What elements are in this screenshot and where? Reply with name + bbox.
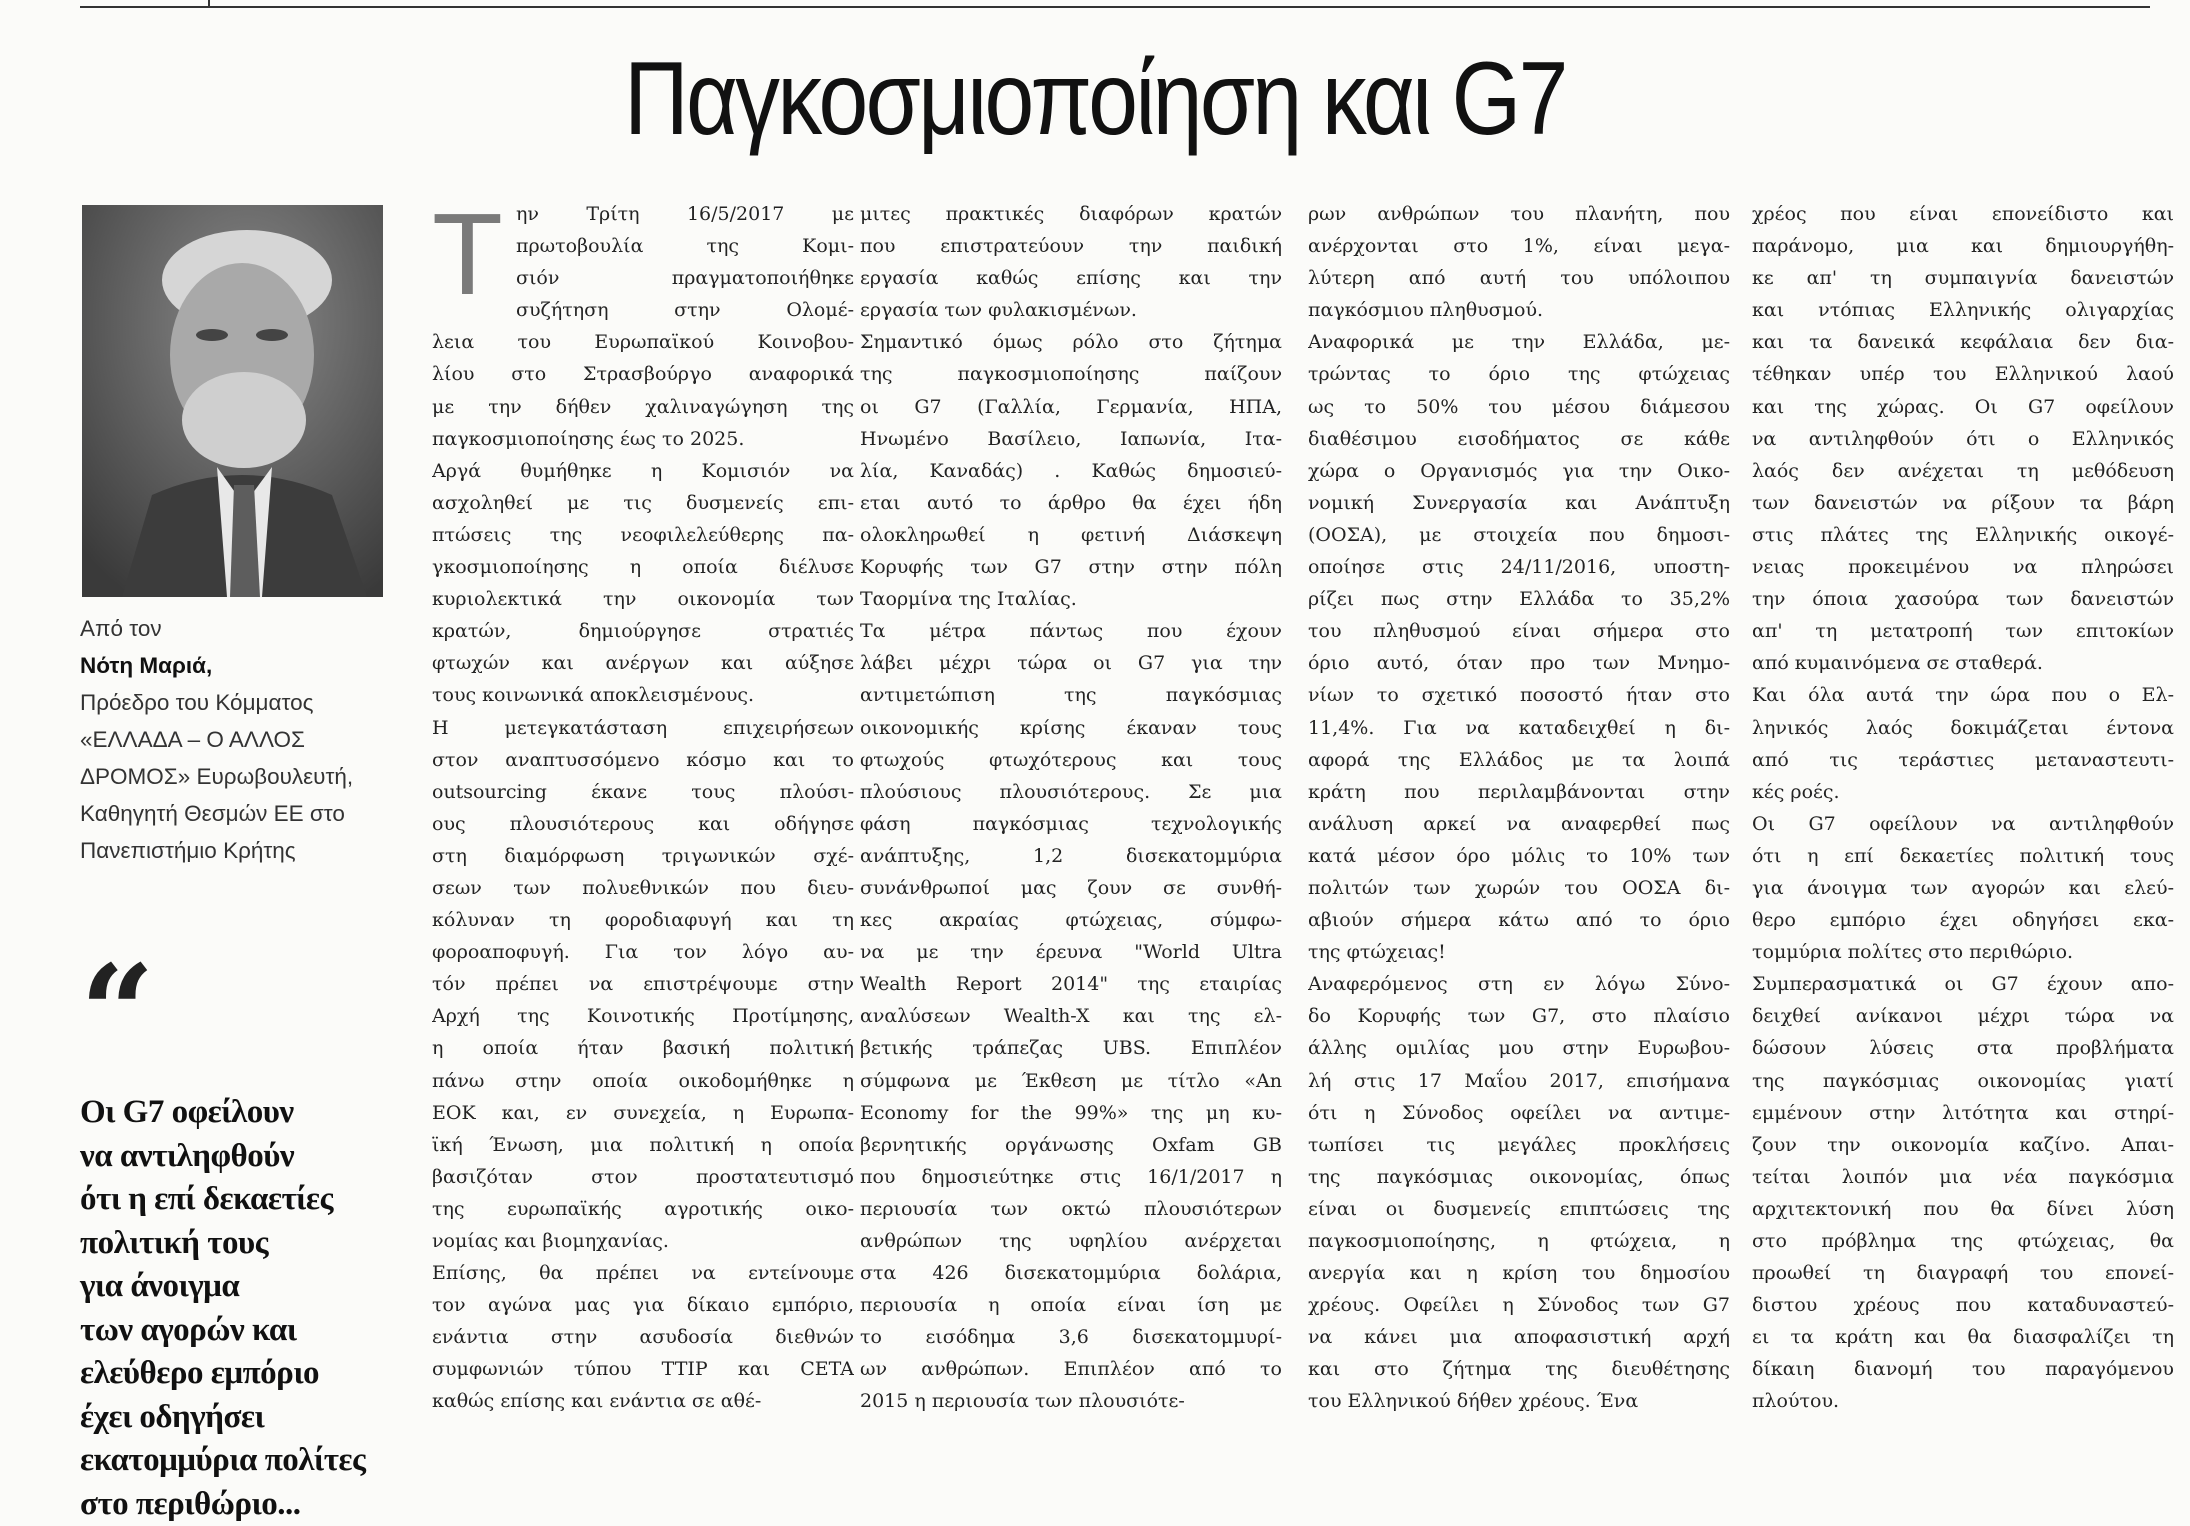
article-text-line: τον αγώνα μας για δίκαιο εμπόριο, [432,1289,854,1321]
article-text-line: εργασία καθώς επίσης και την [860,262,1282,294]
article-text-line: Αργά θυμήθηκε η Κομισιόν να [432,455,854,487]
pull-quote [80,1091,395,1526]
article-text-line: παγκοσμιοποίησης έως το 2025. [432,423,854,455]
article-text-line: εργασία των φυλακισμένων. [860,294,1282,326]
article-text-line: διαθέσιμου εισοδήματος σε κάθε [1308,423,1730,455]
article-text-line: χώρα ο Οργανισμός για την Οικο- [1308,455,1730,487]
article-text-line: αφορά της Ελλάδος με τα λοιπά [1308,744,1730,776]
article-text-line: Οι G7 οφείλουν να αντιληφθούν [1752,808,2174,840]
article-text-line: τους κοινωνικά αποκλεισμένους. [432,679,854,711]
article-text-line: καθώς επίσης και ενάντια σε αθέ- [432,1385,854,1417]
article-text-line: και ντόπιας Ελληνικής ολιγαρχίας [1752,294,2174,326]
article-text-line: γκοσμιοποίησης η οποία διέλυσε [432,551,854,583]
article-text-line: ζουν την οικονομία καζίνο. Απαι- [1752,1129,2174,1161]
article-text-line: εται αυτό το άρθρο θα έχει ήδη [860,487,1282,519]
article-text-line: Αναφορικά με την Ελλάδα, με- [1308,326,1730,358]
article-text-line: της φτώχειας! [1308,936,1730,968]
article-text-line: στις πλάτες της Ελληνικής οικογέ- [1752,519,2174,551]
article-text-line: είναι οι δυσμενείς επιπτώσεις της [1308,1193,1730,1225]
article-text-line: βασιζόταν στον προστατευτισμό [432,1161,854,1193]
article-text-line: βετικής τράπεζας UBS. Επιπλέον [860,1032,1282,1064]
author-byline [80,610,395,869]
article-text-line: που δημοσιεύτηκε στις 16/1/2017 η [860,1161,1282,1193]
article-text-line: Wealth Report 2014" της εταιρίας [860,968,1282,1000]
article-text-line: νομίας και βιομηχανίας. [432,1225,854,1257]
article-text-line: και στο ζήτημα της διευθέτησης [1308,1353,1730,1385]
article-text-line: ως το 50% του μέσου διάμεσου [1308,391,1730,423]
article-text-line: να αντιληφθούν ότι ο Ελληνικός [1752,423,2174,455]
article-text-line: τόν πρέπει να επιστρέψουμε στην [432,968,854,1000]
article-text-line: ότι η επί δεκαετίες πολιτική τους [1752,840,2174,872]
article-text-line: φτωχούς φτωχότερους και τους [860,744,1282,776]
article-text-line: πτώσεις της νεοφιλελεύθερης πα- [432,519,854,551]
article-text-line: αντιμετώπιση της παγκόσμιας [860,679,1282,711]
article-text-line: και τα δανεικά κεφάλαια δεν δια- [1752,326,2174,358]
article-text-line: Αρχή της Κοινοτικής Προτίμησης, [432,1000,854,1032]
byline-line: «ΕΛΛΑΔΑ – Ο ΑΛΛΟΣ [80,721,395,758]
article-headline: Παγκοσμιοποίηση και G7 [153,40,2036,159]
article-text-line: (ΟΟΣΑ), με στοιχεία που δημοσι- [1308,519,1730,551]
article-text-line: λύτερη από αυτή του υπόλοιπου [1308,262,1730,294]
article-text-line: νομική Συνεργασία και Ανάπτυξη [1308,487,1730,519]
pull-quote-line: να αντιληφθούν [80,1135,395,1179]
article-text-line: φτωχών και ανέργων και αύξησε [432,647,854,679]
article-text-line: ΕΟΚ και, εν συνεχεία, η Ευρωπα- [432,1097,854,1129]
article-text-line: ρίζει πως στην Ελλάδα το 35,2% [1308,583,1730,615]
article-text-line: ανάπτυξης, 1,2 δισεκατομμύρια [860,840,1282,872]
article-text-line: διστου χρέους που καταδυναστεύ- [1752,1289,2174,1321]
article-text-line: νίων το σχετικό ποσοστό ήταν στο [1308,679,1730,711]
article-text-line: η οποία ήταν βασική πολιτική [432,1032,854,1064]
article-text-line: χρέους. Οφείλει η Σύνοδος των G7 [1308,1289,1730,1321]
article-text-line: που επιστρατεύουν την παιδική [860,230,1282,262]
article-text-line: 2015 η περιουσία των πλουσιότε- [860,1385,1282,1417]
article-text-line: τρώντας το όριο της φτώχειας [1308,358,1730,390]
pull-quote-line: πολιτική τους [80,1222,395,1266]
article-text-line: στα 426 δισεκατομμύρια δολάρια, [860,1257,1282,1289]
article-text-line: χρέος που είναι επονείδιστο και [1752,198,2174,230]
byline-line: ΔΡΟΜΟΣ» Ευρωβουλευτή, [80,758,395,795]
article-text-line: Ηνωμένο Βασίλειο, Ιαπωνία, Ιτα- [860,423,1282,455]
article-text-line: πλούτου. [1752,1385,2174,1417]
article-text-line: ϊκή Ένωση, μια πολιτική η οποία [432,1129,854,1161]
pull-quote-line: ότι η επί δεκαετίες [80,1178,395,1222]
author-photo-drawing [82,205,383,597]
article-text-line: κες ακραίας φτώχειας, σύμφω- [860,904,1282,936]
article-text-line: κόλυναν τη φοροδιαφυγή και τη [432,904,854,936]
author-photo [82,205,383,597]
article-text-line: στη διαμόρφωση τριγωνικών σχέ- [432,840,854,872]
article-text-line: Σημαντικό όμως ρόλο στο ζήτημα [860,326,1282,358]
article-text-line: σύμφωνα με Έκθεση με τίτλο «An [860,1065,1282,1097]
article-column-4 [1752,198,2174,1418]
article-text-line: του πληθυσμού είναι σήμερα στο [1308,615,1730,647]
article-text-line: από τις τεράστιες μεταναστευτι- [1752,744,2174,776]
article-text-line: ρων ανθρώπων του πλανήτη, που [1308,198,1730,230]
article-text-line: ανάλυση αρκεί να αναφερθεί πως [1308,808,1730,840]
article-text-line: αβιούν σήμερα κάτω από το όριο [1308,904,1730,936]
article-text-line: λίου στο Στρασβούργο αναφορικά [432,358,854,390]
article-text-line: ανθρώπων της υφηλίου ανέρχεται [860,1225,1282,1257]
pull-quote-line: για άνοιγμα [80,1265,395,1309]
article-text-line: της παγκοσμιοποίησης παίζουν [860,358,1282,390]
article-text-line: πρωτοβουλία της Κομι- [516,230,854,262]
pull-quote-line: εκατομμύρια πολίτες [80,1439,395,1483]
article-text-line: βερνητικής οργάνωσης Oxfam GB [860,1129,1282,1161]
article-text-line: στο πρόβλημα της φτώχειας, θα [1752,1225,2174,1257]
article-text-line: των δανειστών να ρίξουν τα βάρη [1752,487,2174,519]
article-text-line: οικονομικής κρίσης έκαναν τους [860,712,1282,744]
article-text-line: παράνομο, μια και δημιουργήθη- [1752,230,2174,262]
article-text-line: για άνοιγμα των αγορών και ελεύ- [1752,872,2174,904]
author-name: Νότη Μαριά, [80,647,395,684]
article-text-line: Τα μέτρα πάντως που έχουν [860,615,1282,647]
article-text-line: άλλης ομιλίας μου στην Ευρωβου- [1308,1032,1730,1064]
article-text-line: παγκοσμιοποίησης, η φτώχεια, η [1308,1225,1730,1257]
article-text-line: οποίησε στις 24/11/2016, υποστη- [1308,551,1730,583]
article-text-line: θερο εμπόριο έχει οδηγήσει εκα- [1752,904,2174,936]
author-sidebar [80,205,395,1526]
article-text-line: δίκαιη διανομή του παραγόμενου [1752,1353,2174,1385]
article-text-line: 11,4%. Για να καταδειχθεί η δι- [1308,712,1730,744]
article-text-line: παγκόσμιου πληθυσμού. [1308,294,1730,326]
article-text-line: τωπίσει τις μεγάλες προκλήσεις [1308,1129,1730,1161]
article-text-line: προωθεί τη διαγραφή του επονεί- [1752,1257,2174,1289]
article-text-line: περιουσία η οποία είναι ίση με [860,1289,1282,1321]
article-text-line: να κάνει μια αποφασιστική αρχή [1308,1321,1730,1353]
article-text-line: σεων των πολυεθνικών που διευ- [432,872,854,904]
article-text-line: κές ροές. [1752,776,2174,808]
article-text-line: πάνω στην οποία οικοδομήθηκε η [432,1065,854,1097]
article-text-line: απ' τη μετατροπή των επιτοκίων [1752,615,2174,647]
article-text-line: να με την έρευνα "World Ultra [860,936,1282,968]
article-text-line: ασχοληθεί με τις δυσμενείς επι- [432,487,854,519]
article-text-line: ότι η Σύνοδος οφείλει να αντιμε- [1308,1097,1730,1129]
article-text-line: τομμύρια πολίτες στο περιθώριο. [1752,936,2174,968]
article-text-line: την όποια χασούρα των δανειστών [1752,583,2174,615]
article-text-line: της παγκόσμιας οικονομίας γιατί [1752,1065,2174,1097]
article-text-line: λαός δεν ανέχεται τη μεθόδευση [1752,455,2174,487]
article-text-line: στον αναπτυσσόμενο κόσμο και το [432,744,854,776]
article-text-line: αναλύσεων Wealth-X και της ελ- [860,1000,1282,1032]
article-text-line: κυριολεκτικά την οικονομία των [432,583,854,615]
article-text-line: Αναφερόμενος στη εν λόγω Σύνο- [1308,968,1730,1000]
article-column-3 [1308,198,1730,1418]
top-rule [80,6,2150,8]
article-text-line: πλούσιους πλουσιότερους. Σε μια [860,776,1282,808]
article-column-2 [860,198,1282,1418]
article-text-line: λία, Καναδάς) . Καθώς δημοσιεύ- [860,455,1282,487]
byline-line: Καθηγητή Θεσμών ΕΕ στο [80,795,395,832]
article-text-line: φάση παγκόσμιας τεχνολογικής [860,808,1282,840]
pull-quote-line: ελεύθερο εμπόριο [80,1352,395,1396]
article-text-line: λή στις 17 Μαΐου 2017, επισήμανα [1308,1065,1730,1097]
article-text-line: οι G7 (Γαλλία, Γερμανία, ΗΠΑ, [860,391,1282,423]
article-text-line: ληνικός λαός δοκιμάζεται έντονα [1752,712,2174,744]
byline-line: Πανεπιστήμιο Κρήτης [80,832,395,869]
article-text-line: μιτες πρακτικές διαφόρων κρατών [860,198,1282,230]
article-text-line: ει τα κράτη και θα διασφαλίζει τη [1752,1321,2174,1353]
article-text-line: δειχθεί ανίκανοι μέχρι τώρα να [1752,1000,2174,1032]
article-text-line: τέθηκαν υπέρ του Ελληνικού λαού [1752,358,2174,390]
pull-quote-line: Οι G7 οφείλουν [80,1091,395,1135]
article-text-line: Ταορμίνα της Ιταλίας. [860,583,1282,615]
article-text-line: Κορυφής των G7 στην στην πόλη [860,551,1282,583]
drop-cap: Τ [432,206,506,302]
byline-line: Από τον [80,610,395,647]
article-text-line: ενάντια στην ασυδοσία διεθνών [432,1321,854,1353]
article-text-line: Και όλα αυτά την ώρα που ο Ελ- [1752,679,2174,711]
article-column-1 [432,198,854,1418]
article-text-line: outsourcing έκανε τους πλούσι- [432,776,854,808]
top-rule-tick [208,0,210,8]
article-text-line: κρατών, δημιούργησε στρατιές [432,615,854,647]
article-text-line: ην Τρίτη 16/5/2017 με [516,198,854,230]
article-text-line: από κυμαινόμενα σε σταθερά. [1752,647,2174,679]
article-text-line: σιόν πραγματοποιήθηκε [516,262,854,294]
article-text-line: της ευρωπαϊκής αγροτικής οικο- [432,1193,854,1225]
article-text-line: της παγκόσμιας οικονομίας, όπως [1308,1161,1730,1193]
article-text-line: εμμένουν στην λιτότητα και στηρί- [1752,1097,2174,1129]
article-text-line: Επίσης, θα πρέπει να εντείνουμε [432,1257,854,1289]
article-text-line: κράτη που περιλαμβάνονται στην [1308,776,1730,808]
article-text-line: ανέρχονται στο 1%, είναι μεγα- [1308,230,1730,262]
article-text-line: νειας προκειμένου να πληρώσει [1752,551,2174,583]
article-text-line: δο Κορυφής των G7, στο πλαίσιο [1308,1000,1730,1032]
article-text-line: ολοκληρωθεί η φετινή Διάσκεψη [860,519,1282,551]
pull-quote-line: των αγορών και [80,1309,395,1353]
article-text-line: τείται λοιπόν μια νέα παγκόσμια [1752,1161,2174,1193]
article-text-line: κε απ' τη συμπαιγνία δανειστών [1752,262,2174,294]
article-text-line: κατά μέσον όρο μόλις το 10% των [1308,840,1730,872]
article-text-line: του Ελληνικού δήθεν χρέους. Ένα [1308,1385,1730,1417]
pull-quote-line: στο περιθώριο... [80,1483,395,1526]
article-text-line: λεια του Ευρωπαϊκού Κοινοβου- [432,326,854,358]
article-text-line: ανεργία και η κρίση του δημοσίου [1308,1257,1730,1289]
article-text-line: πολιτών των χωρών του ΟΟΣΑ δι- [1308,872,1730,904]
article-text-line: αρχιτεκτονική που θα δίνει λύση [1752,1193,2174,1225]
article-text-line: ων ανθρώπων. Επιπλέον από το [860,1353,1282,1385]
article-text-line: όριο αυτό, όταν προ των Μνημο- [1308,647,1730,679]
quote-icon: “ [80,973,395,1053]
article-text-line: συζήτηση στην Ολομέ- [516,294,854,326]
article-text-line: Η μετεγκατάσταση επιχειρήσεων [432,712,854,744]
article-text-line: λάβει μέχρι τώρα οι G7 για την [860,647,1282,679]
article-text-line: το εισόδημα 3,6 δισεκατομμυρί- [860,1321,1282,1353]
article-text-line: περιουσία των οκτώ πλουσιότερων [860,1193,1282,1225]
article-text-line: φοροαποφυγή. Για τον λόγο αυ- [432,936,854,968]
article-text-line: δώσουν λύσεις στα προβλήματα [1752,1032,2174,1064]
article-text-line: και της χώρας. Οι G7 οφείλουν [1752,391,2174,423]
pull-quote-line: έχει οδηγήσει [80,1396,395,1440]
article-text-line: συμφωνιών τύπου TTIP και CETA [432,1353,854,1385]
article-text-line: Συμπερασματικά οι G7 έχουν απο- [1752,968,2174,1000]
byline-line: Πρόεδρο του Κόμματος [80,684,395,721]
article-text-line: Economy for the 99%» της μη κυ- [860,1097,1282,1129]
article-text-line: συνάνθρωποί μας ζουν σε συνθή- [860,872,1282,904]
article-text-line: ους πλουσιότερους και οδήγησε [432,808,854,840]
article-text-line: με την δήθεν χαλιναγώγηση της [432,391,854,423]
